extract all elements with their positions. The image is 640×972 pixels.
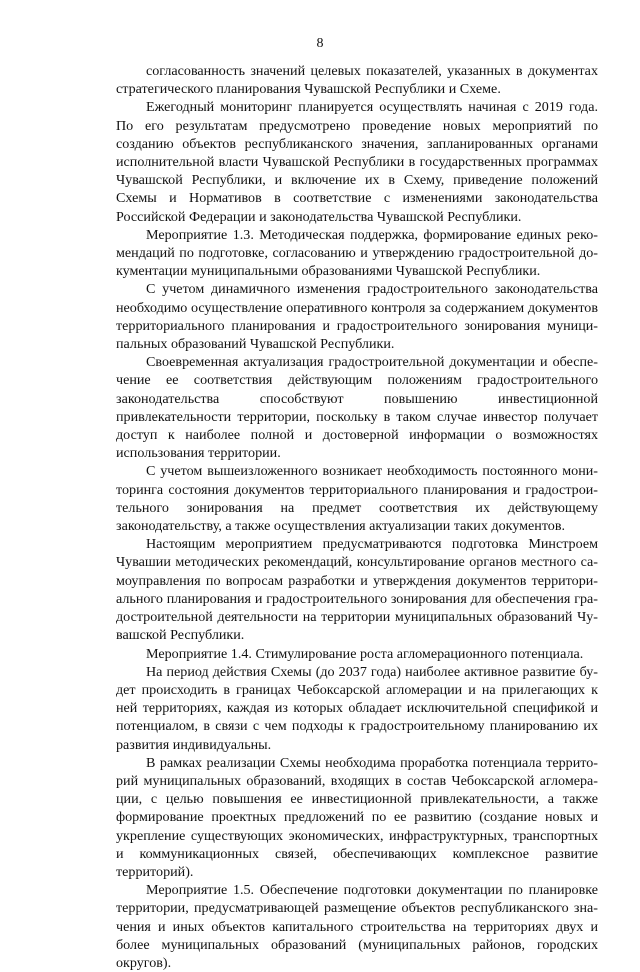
paragraph: В рамках реализации Схемы необходима проработка потенциала территорий муниципальных образований, входящих в состав Чебоксарской агломерации, с целью повышения ее инвестиционной привлекательности, а также формирование проектных предложений по ее развитию (создание новых и укрепление существующих экономических, инфраструктурных, транспортных и коммуникационных связей, обеспечивающих комплексное развитие территорий). <box>116 754 598 880</box>
paragraph-heading: Мероприятие 1.5. Обеспечение подготовки документации по планировке территории, предусматривающей размещение объектов республиканского значения и иных объектов капитального строительства на территориях двух и более муниципальных образований (муниципальных районов, городских округов). <box>116 882 598 971</box>
paragraph-heading: Мероприятие 1.4. Стимулирование роста агломерационного потенциала. <box>146 645 584 662</box>
paragraph: Своевременная актуализация градостроительной документации и обеспечение ее соответствия действующим положениям градостроительного законодательства способствуют повышению инвестиционной привлекательности территории, поскольку в таком случае инвестор получает доступ к наиболее полной и достоверной информации о возможностях использования территории. <box>116 354 598 462</box>
paragraph: Ежегодный мониторинг планируется осуществлять начиная с 2019 года. По его результатам предусмотрено проведение новых мероприятий по созданию объектов республиканского значения, запланированных органами исполнительной власти Чувашской Республики в государственных программах Чувашской Республики, и включение их в Схему, приведение положений Схемы и Нормативов в соответствие с изменениями законодательства Российской Федерации и законодательства Чувашской Республики. <box>116 99 598 225</box>
document-body <box>116 62 598 972</box>
paragraph: Настоящим мероприятием предусматриваются подготовка Минстроем Чувашии методических рекомендаций, консультирование органов местного самоуправления по вопросам разработки и утверждения документов территориального планирования и градостроительного зонирования для обеспечения градостроительной деятельности на территории муниципальных образований Чувашской Республики. <box>116 536 598 644</box>
paragraph: согласованность значений целевых показателей, указанных в документах стратегического планирования Чувашской Республики и Схеме. <box>116 63 598 98</box>
paragraph: С учетом вышеизложенного возникает необходимость постоянного мониторинга состояния документов территориального планирования и градостроительного зонирования на предмет соответствия их действующему законодательству, а также осуществления актуализации таких документов. <box>116 463 598 535</box>
paragraph: На период действия Схемы (до 2037 года) наиболее активное развитие будет происходить в границах Чебоксарской агломерации и на прилегающих к ней территориях, каждая из которых обладает исключительной спецификой и потенциалом, в связи с чем подходы к градостроительному планированию их развития индивидуальны. <box>116 663 598 753</box>
page-number: 8 <box>316 36 324 51</box>
paragraph: С учетом динамичного изменения градостроительного законодательства необходимо осуществление оперативного контроля за содержанием документов территориального планирования и градостроительного зонирования муниципальных образований Чувашской Республики. <box>116 281 598 353</box>
paragraph-heading: Мероприятие 1.3. Методическая поддержка, формирование единых рекомендаций по подготовке, согласованию и утверждению градостроительной документации муниципальными образованиями Чувашской Республики. <box>116 226 598 280</box>
